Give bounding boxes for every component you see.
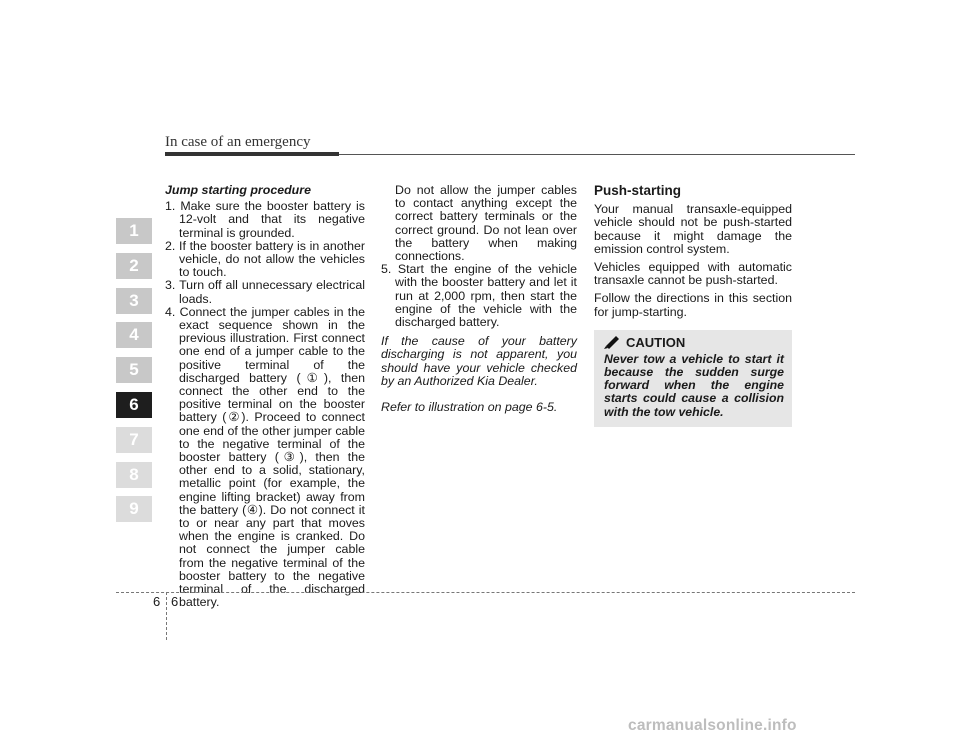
step-1: 1. Make sure the booster battery is 12-volt and that its negative terminal is grounded. xyxy=(165,199,365,240)
chapter-tab-8[interactable]: 8 xyxy=(116,462,152,488)
chapter-tab-1[interactable]: 1 xyxy=(116,218,152,244)
right-column xyxy=(594,184,792,427)
push-start-paragraph-3: Follow the directions in this section for jump-starting. xyxy=(594,291,792,319)
middle-column xyxy=(381,184,577,414)
step-4: 4. Connect the jumper cables in the exact sequence shown in the previous illustration. First connect one end of a jumper cable to the positive terminal of the discharged battery (①), then connect the other end to the positive terminal on the booster battery (②). Proceed to connect one end of the other jumper cable to the negative terminal of the booster battery (③), then the other end to a solid, stationary, metallic point (for example, the engine lifting bracket) away from the battery (④). Do not connect it to or near any part that moves when the engine is cranked. Do not connect the jumper cable from the negative terminal of the booster battery to the negative terminal of the discharged battery. xyxy=(165,304,365,610)
chapter-tab-5[interactable]: 5 xyxy=(116,357,152,383)
step-2: 2. If the booster battery is in another vehicle, do not allow the vehicles to touch. xyxy=(165,238,365,280)
chapter-tab-4[interactable]: 4 xyxy=(116,322,152,348)
step-3: 3. Turn off all unnecessary electrical loads. xyxy=(165,278,365,306)
chapter-tab-9[interactable]: 9 xyxy=(116,496,152,522)
caution-text: Never tow a vehicle to start it because the sudden surge forward when the engine starts could cause a collision with the tow vehicle. xyxy=(604,351,784,419)
push-start-paragraph-1: Your manual transaxle-equipped vehicle should not be push-started because it might damage the emission control system. xyxy=(594,202,792,256)
left-column xyxy=(165,184,365,610)
caution-pencil-icon xyxy=(604,336,620,350)
footer-rule xyxy=(116,592,855,593)
chapter-tab-6[interactable]: 6 xyxy=(116,392,152,418)
step-4-continuation: Do not allow the jumper cables to contact anything except the correct battery terminals or the correct ground. Do not lean over the battery when making connections. xyxy=(395,183,577,264)
footer-page-number: 6 xyxy=(171,594,179,609)
jump-start-subheading: Jump starting procedure xyxy=(165,183,311,197)
step-5: 5. Start the engine of the vehicle with the booster battery and let it run at 2,000 rpm, then start the engine of the vehicle with the discharged battery. xyxy=(381,262,577,330)
header-rule xyxy=(339,154,855,155)
chapter-tab-3[interactable]: 3 xyxy=(116,288,152,314)
dealer-note: If the cause of your battery discharging is not apparent, you should have your vehicle checked by an Authorized Kia Dealer. xyxy=(381,334,577,388)
chapter-tab-7[interactable]: 7 xyxy=(116,427,152,453)
step-5-list xyxy=(381,263,577,329)
page-header-title: In case of an emergency xyxy=(165,134,311,150)
push-starting-title: Push-starting xyxy=(594,183,682,198)
caution-label: CAUTION xyxy=(626,335,686,351)
chapter-tabs xyxy=(116,218,152,531)
push-start-paragraph-2: Vehicles equipped with automatic transaxle cannot be push-started. xyxy=(594,260,792,288)
jump-start-steps xyxy=(165,200,365,609)
caution-box xyxy=(594,330,792,427)
watermark: carmanualsonline.info xyxy=(628,717,797,734)
chapter-tab-2[interactable]: 2 xyxy=(116,253,152,279)
footer-divider xyxy=(166,592,167,640)
illustration-reference: Refer to illustration on page 6-5. xyxy=(381,400,558,415)
footer-chapter-number: 6 xyxy=(153,594,161,609)
caution-header xyxy=(604,336,784,350)
header-bar-accent xyxy=(165,152,339,156)
